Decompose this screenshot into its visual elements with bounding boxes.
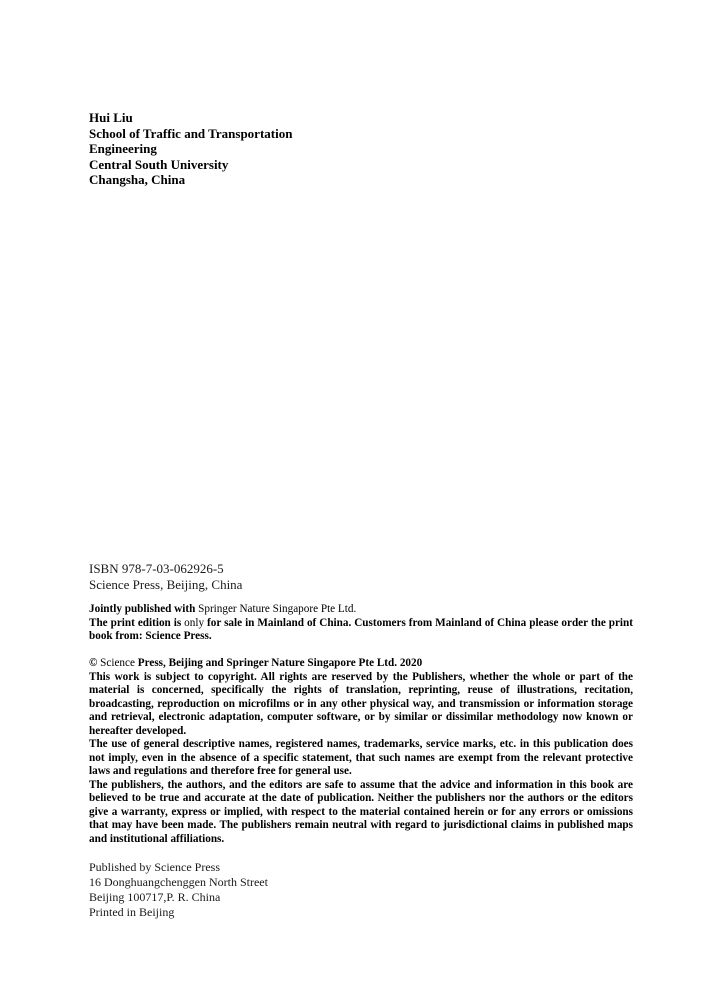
jointly-published-line <box>89 603 633 617</box>
print-edition-notice <box>89 617 633 644</box>
publisher-line-3: Beijing 100717,P. R. China <box>89 890 221 904</box>
isbn-block <box>89 561 242 593</box>
copyright-paragraph-1: This work is subject to copyright. All rights are reserved by the Publishers, whether the whole or part of the material is concerned, specifically the rights of translation, reprinting, reuse of illustrations, recitation, broadcasting, reproduction on microfilms or in any other physical way, and transmission or information storage and retrieval, electronic adaptation, computer software, or by similar or dissimilar methodology now known or hereafter developed. <box>89 670 633 737</box>
copyright-paragraph-2: The use of general descriptive names, registered names, trademarks, service marks, etc. in this publication does not imply, even in the absence of a specific statement, that such names are exempt from the relevant protective laws and regulations and therefore free for general use. <box>89 738 633 777</box>
jointly-partner: Springer Nature Singapore Pte Ltd. <box>198 603 357 615</box>
author-affiliation-line-2: Engineering <box>89 141 157 156</box>
publisher-line-1: Published by Science Press <box>89 860 220 874</box>
copyright-holders: Press, Beijing and Springer Nature Singapore Pte Ltd. 2020 <box>134 657 423 669</box>
print-only: only <box>184 616 205 629</box>
copyright-holders-line <box>89 657 633 671</box>
publisher-line-2: 16 Donghuangchenggen North Street <box>89 875 268 889</box>
author-location: Changsha, China <box>89 172 186 187</box>
copyright-science: Science <box>100 657 135 669</box>
publisher-info-block <box>89 860 268 920</box>
author-university: Central South University <box>89 156 229 172</box>
copyright-notice <box>89 657 633 846</box>
isbn-number: ISBN 978-7-03-062926-5 <box>89 561 224 576</box>
copyright-paragraph-3: The publishers, the authors, and the editors are safe to assume that the advice and information in this book are believed to be true and accurate at the date of publication. Neither the publishers nor the authors or the editors give a warranty, express or implied, with respect to the material contained herein or for any errors or omissions that may have been made. The publishers remain neutral with regard to jurisdictional claims in published maps and institutional affiliations. <box>89 778 633 845</box>
publisher-line-4: Printed in Beijing <box>89 905 175 919</box>
isbn-publisher: Science Press, Beijing, China <box>89 577 243 592</box>
author-name: Hui Liu <box>89 110 133 125</box>
copyright-symbol: © <box>89 657 101 669</box>
joint-publication-notice <box>89 603 633 644</box>
jointly-prefix: Jointly published with <box>89 603 199 615</box>
author-address-block <box>89 110 509 188</box>
print-prefix: The print edition is <box>89 616 185 629</box>
print-rest: for sale in Mainland of China. Customers from Mainland of China please order the print book from: Science Press. <box>89 616 633 642</box>
author-affiliation-line-1: School of Traffic and Transportation <box>89 125 293 141</box>
